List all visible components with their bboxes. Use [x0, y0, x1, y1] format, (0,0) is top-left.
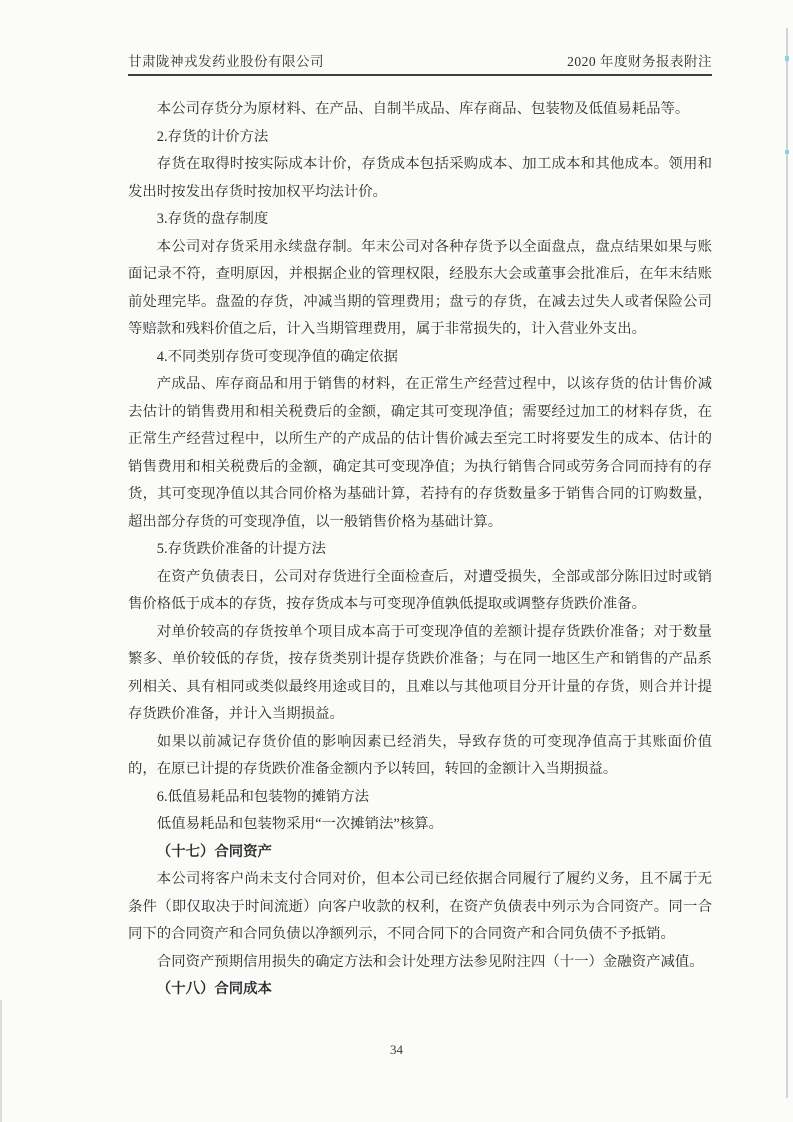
header-doc-title: 2020 年度财务报表附注 — [567, 54, 712, 69]
scan-edge-left-artifact — [0, 1000, 2, 1122]
paragraph-inventory-categories: 本公司存货分为原材料、在产品、自制半成品、库存商品、包装物及低值易耗品等。 — [156, 101, 690, 117]
paragraph-net-realizable-value-detail: 产成品、库存商品和用于销售的材料，在正常生产经营过程中，以该存货的估计售价减去估计的销售费用和相关税费后的金额，确定其可变现净值；需要经过加工的材料存货，在正常生产经营过程中，以所生产的产成品的估计售价减去至完工时将要发生的成本、估计的销售费用和相关税费后的金额，确定其可变现净值；为执行销售合同或劳务合同而持有的存货，其可变现净值以其合同价格为基础计算，若持有的存货数量多于销售合同的订购数量，超出部分存货的可变现净值，以一般销售价格为基础计算。 — [128, 376, 712, 530]
paragraph-valuation-detail: 存货在取得时按实际成本计价，存货成本包括采购成本、加工成本和其他成本。领用和发出时按发出存货时按加权平均法计价。 — [128, 156, 712, 200]
paragraph-contract-assets-detail: 本公司将客户尚未支付合同对价，但本公司已经依据合同履行了履约义务，且不属于无条件（即仅取决于时间流逝）向客户收款的权利，在资产负债表中列示为合同资产。同一合同下的合同资产和合同负债以净额列示，不同合同下的合同资产和合同负债不予抵销。 — [128, 871, 712, 942]
paragraph-contract-assets-credit-loss: 合同资产预期信用损失的确定方法和会计处理方法参见附注四（十一）金融资产减值。 — [156, 953, 704, 970]
paragraph-writedown-reversal: 如果以前减记存货价值的影响因素已经消失，导致存货的可变现净值高于其账面价值的，在原已计提的存货跌价准备金额内予以转回，转回的金额计入当期损益。 — [128, 733, 712, 777]
subheading-low-value-amortization: 6.低值易耗品和包装物的摊销方法 — [156, 788, 370, 805]
document-body — [128, 96, 712, 1004]
scan-blue-tick-artifact — [785, 150, 789, 154]
paragraph-writedown-by-item: 对单价较高的存货按单个项目成本高于可变现净值的差额计提存货跌价准备；对于数量繁多、单价较低的存货，按存货类别计提存货跌价准备；与在同一地区生产和销售的产品系列相关、具有相同或类似最终用途或目的，且难以与其他项目分开计量的存货，则合并计提存货跌价准备，并计入当期损益。 — [128, 623, 712, 722]
subheading-net-realizable-value-basis: 4.不同类别存货可变现净值的确定依据 — [156, 348, 398, 365]
paragraph-count-system-detail: 本公司对存货采用永续盘存制。年末公司对各种存货予以全面盘点，盘点结果如果与账面记录不符，查明原因，并根据企业的管理权限，经股东大会或董事会批准后，在年末结账前处理完毕。盘盈的存货，冲减当期的管理费用；盘亏的存货，在减去过失人或者保险公司等赔款和残料价值之后，计入当期管理费用，属于非常损失的，计入营业外支出。 — [128, 238, 712, 337]
page-number: 34 — [390, 1042, 403, 1057]
section-heading-contract-costs: （十八）合同成本 — [156, 981, 272, 997]
page-footer — [0, 1042, 793, 1058]
scan-edge-right-artifact — [786, 28, 788, 1098]
subheading-inventory-writedown-method: 5.存货跌价准备的计提方法 — [156, 541, 326, 557]
subheading-inventory-valuation-method: 2.存货的计价方法 — [156, 128, 269, 145]
paragraph-one-time-amortization: 低值易耗品和包装物采用“一次摊销法”核算。 — [156, 816, 443, 832]
section-heading-contract-assets: （十七）合同资产 — [156, 843, 272, 860]
header-company-name: 甘肃陇神戎发药业股份有限公司 — [128, 54, 324, 69]
subheading-inventory-count-system: 3.存货的盘存制度 — [156, 211, 269, 227]
scan-blue-tick-artifact — [785, 56, 789, 61]
page-header — [128, 50, 712, 76]
paragraph-writedown-check: 在资产负债表日，公司对存货进行全面检查后，对遭受损失，全部或部分陈旧过时或销售价格低于成本的存货，按存货成本与可变现净值孰低提取或调整存货跌价准备。 — [128, 568, 712, 612]
